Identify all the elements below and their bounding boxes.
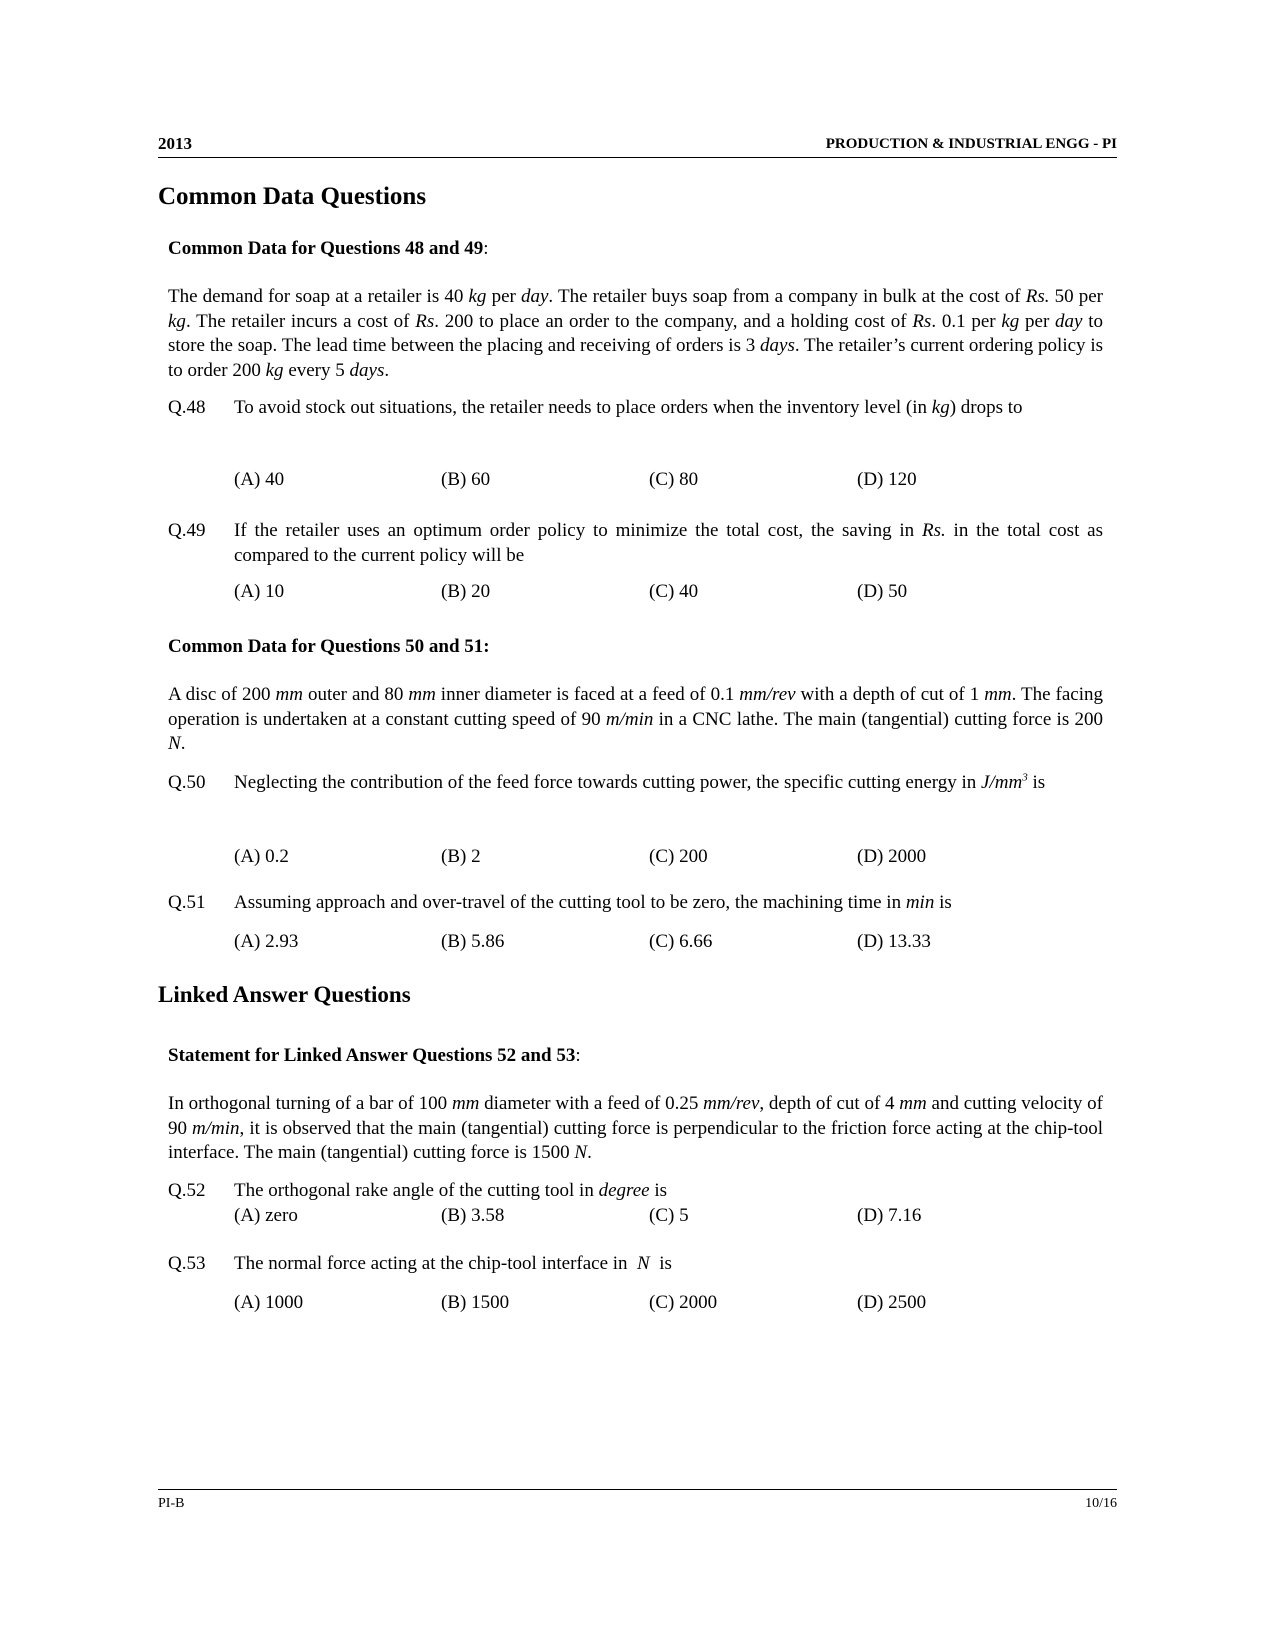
text: is [649, 1253, 672, 1274]
q51-option-a: (A) 2.93 [234, 931, 299, 952]
linked-answer-heading-52-53 [168, 1045, 581, 1067]
unit: mm [984, 684, 1012, 705]
unit: min [905, 892, 935, 913]
q48-option-a: (A) 40 [234, 469, 285, 490]
text: diameter with a feed of 0.25 [479, 1093, 704, 1114]
q53-option-c: (C) 2000 [649, 1292, 718, 1313]
text: To avoid stock out situations, the retailer needs to place orders when the inventory level (in [234, 397, 932, 418]
text: . 0.1 per [931, 310, 1002, 332]
q48-option-b: (B) 60 [441, 469, 491, 490]
q50-option-a: (A) 0.2 [234, 846, 289, 867]
text: The normal force acting at the chip-tool interface in [234, 1253, 638, 1274]
unit: kg [931, 397, 950, 418]
question-number-48: Q.48 [168, 397, 206, 418]
unit: Rs [415, 310, 435, 332]
q51-option-c: (C) 6.66 [649, 931, 713, 952]
text: . [180, 733, 186, 754]
unit: mm [408, 684, 436, 705]
text: A disc of 200 [168, 684, 276, 705]
unit: m/min [605, 708, 654, 730]
text: per [486, 286, 521, 307]
q52-option-a: (A) zero [234, 1205, 298, 1226]
text: outer and 80 [302, 684, 409, 705]
text: If the retailer uses an optimum order policy to minimize the total cost, the saving in [234, 520, 922, 541]
q49-option-c: (C) 40 [649, 581, 699, 602]
unit: days [760, 335, 795, 356]
q50-option-d: (D) 2000 [857, 846, 927, 867]
text: Assuming approach and over-travel of the cutting tool to be zero, the machining time in [234, 892, 906, 913]
text: and cutting velocity of 90 [168, 1093, 1104, 1139]
unit: mm/rev [739, 684, 796, 705]
unit: degree [598, 1180, 650, 1201]
text: . The retailer buys soap from a company in bulk at the cost of [548, 286, 1026, 307]
q52-option-b: (B) 3.58 [441, 1205, 505, 1226]
unit: mm/rev [703, 1093, 760, 1114]
common-data-heading-50-51: Common Data for Questions 50 and 51: [168, 636, 490, 657]
unit: mm [451, 1093, 480, 1114]
footer-rule [158, 1489, 1117, 1490]
text: . 200 to place an order to the company, and a holding cost of [434, 310, 913, 332]
text: The orthogonal rake angle of the cutting tool in [234, 1180, 599, 1201]
text: . [587, 1142, 592, 1163]
q48-option-c: (C) 80 [649, 469, 699, 490]
q51-option-b: (B) 5.86 [441, 931, 505, 952]
exponent: 3 [1022, 771, 1028, 784]
q53-option-b: (B) 1500 [441, 1292, 510, 1313]
text: . [384, 359, 390, 381]
question-text-51 [234, 891, 1103, 916]
q53-option-a: (A) 1000 [234, 1292, 304, 1313]
common-data-heading-48-49 [168, 238, 489, 260]
q50-option-b: (B) 2 [441, 846, 481, 867]
text: The demand for soap at a retailer is 40 [168, 286, 469, 307]
question-text-49 [234, 519, 1103, 568]
text: every 5 [283, 359, 350, 381]
q49-option-a: (A) 10 [234, 581, 285, 602]
text: , depth of cut of 4 [759, 1093, 900, 1114]
q49-option-b: (B) 20 [441, 581, 491, 602]
unit: kg [265, 359, 284, 381]
q52-option-c: (C) 5 [649, 1205, 689, 1226]
unit: m/min [192, 1117, 240, 1139]
q52-option-d: (D) 7.16 [857, 1205, 922, 1226]
text: with a depth of cut of 1 [795, 684, 985, 705]
question-text-48 [234, 396, 1103, 421]
text: is [1027, 772, 1046, 793]
unit: mm [899, 1093, 927, 1114]
q50-option-c: (C) 200 [649, 846, 708, 867]
question-number-50: Q.50 [168, 772, 206, 793]
unit: N [637, 1253, 650, 1274]
heading-text: Common Data for Questions 48 and 49 [168, 238, 484, 259]
linked-answer-paragraph [168, 1092, 1103, 1166]
q51-option-d: (D) 13.33 [857, 931, 931, 952]
unit: J/mm [981, 772, 1023, 793]
text: . The retailer’s current ordering policy is to order 200 [168, 335, 1103, 381]
text: ) drops to [949, 397, 1023, 418]
header-rule [158, 157, 1117, 158]
section-title-common-data: Common Data Questions [158, 183, 427, 210]
heading-text: Statement for Linked Answer Questions 52 and 53 [168, 1045, 576, 1066]
question-text-50 [234, 771, 1103, 796]
unit: mm [275, 684, 303, 705]
unit: kg [1001, 310, 1020, 332]
unit: N [168, 733, 181, 754]
unit: Rs. [1025, 286, 1050, 307]
unit: kg [168, 310, 186, 332]
text: per [1019, 310, 1056, 332]
heading-colon: : [575, 1045, 581, 1066]
unit: day [520, 286, 549, 307]
footer-page-number: 10/16 [1085, 1496, 1117, 1511]
common-data-paragraph-48-49 [168, 285, 1103, 383]
question-text-53 [234, 1252, 1103, 1277]
section-title-linked-answer: Linked Answer Questions [158, 982, 411, 1007]
footer-paper-code: PI-B [158, 1496, 185, 1511]
text: in a CNC lathe. The main (tangential) cutting force is 200 [653, 708, 1104, 730]
unit: days [349, 359, 385, 381]
question-number-51: Q.51 [168, 892, 206, 913]
text: is [649, 1180, 668, 1201]
text: is [934, 892, 952, 913]
text: Neglecting the contribution of the feed force towards cutting power, the specific cutting energy in [234, 772, 982, 793]
text: 50 per [1049, 286, 1104, 307]
text: In orthogonal turning of a bar of 100 [168, 1093, 452, 1114]
heading-colon: : [483, 238, 489, 259]
q53-option-d: (D) 2500 [857, 1292, 927, 1313]
text: to store the soap. The lead time between the placing and receiving of orders is 3 [168, 310, 1104, 356]
header-subject: PRODUCTION & INDUSTRIAL ENGG - PI [825, 136, 1117, 152]
unit: Rs. [921, 520, 946, 541]
unit: Rs [912, 310, 932, 332]
text: . The retailer incurs a cost of [185, 310, 416, 332]
text: inner diameter is faced at a feed of 0.1 [435, 684, 740, 705]
question-text-52 [234, 1179, 1103, 1204]
q48-option-d: (D) 120 [857, 469, 917, 490]
text: , it is observed that the main (tangential) cutting force is perpendicular to the friction force acting at the chip-tool interface. The main (tangential) cutting force is 1500 [168, 1117, 1103, 1163]
common-data-paragraph-50-51 [168, 683, 1103, 757]
unit: kg [468, 286, 487, 307]
text: . The facing operation is undertaken at a constant cutting speed of 90 [168, 684, 1104, 730]
unit: N [574, 1142, 588, 1163]
unit: day [1055, 310, 1083, 332]
question-number-53: Q.53 [168, 1253, 206, 1274]
text: in the total cost as compared to the current policy will be [234, 520, 1103, 566]
q49-option-d: (D) 50 [857, 581, 908, 602]
question-number-52: Q.52 [168, 1180, 206, 1201]
header-year: 2013 [158, 134, 192, 153]
question-number-49: Q.49 [168, 520, 206, 541]
